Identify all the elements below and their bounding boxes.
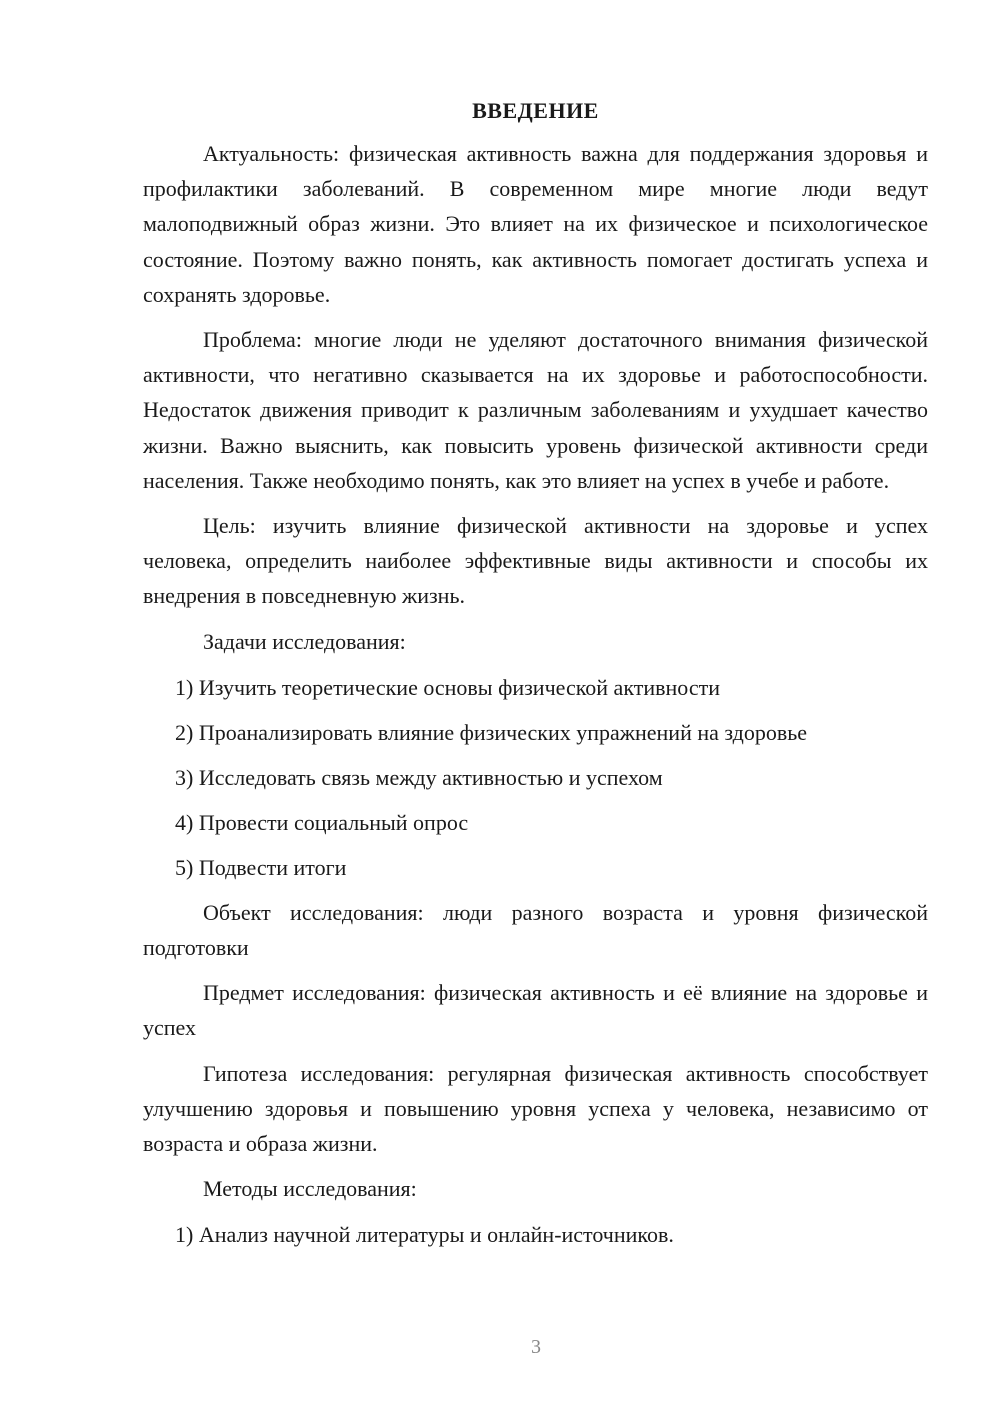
paragraph-object: Объект исследования: люди разного возраста и уровня физической подготовки — [143, 899, 928, 961]
paragraph-hypothesis: Гипотеза исследования: регулярная физическая активность способствует улучшению здоровья и повышению уровня успеха у человека, независимо от возраста и образа жизни. — [143, 1060, 928, 1157]
paragraph-goal: Цель: изучить влияние физической активности на здоровье и успех человека, определить наиболее эффективные виды активности и способы их внедрения в повседневную жизнь. — [143, 513, 928, 609]
page-content — [143, 96, 928, 1262]
tasks-heading: Задачи исследования: — [203, 628, 406, 654]
method-item-1: 1) Анализ научной литературы и онлайн-источников. — [175, 1222, 674, 1248]
task-item-1: 1) Изучить теоретические основы физической активности — [175, 674, 720, 700]
page-number: 3 — [531, 1336, 541, 1358]
task-item-5: 5) Подвести итоги — [175, 854, 347, 880]
task-item-3: 3) Исследовать связь между активностью и успехом — [175, 764, 663, 790]
page-title: ВВЕДЕНИЕ — [472, 98, 599, 123]
methods-heading: Методы исследования: — [203, 1176, 417, 1202]
paragraph-subject: Предмет исследования: физическая активность и её влияние на здоровье и успех — [143, 980, 928, 1041]
paragraph-relevance: Актуальность: физическая активность важна для поддержания здоровья и профилактики заболеваний. В современном мире многие люди ведут малоподвижный образ жизни. Это влияет на их физическое и психологическое состояние. Поэтому важно понять, как активность помогает достигать успеха и сохранять здоровье. — [143, 141, 928, 307]
task-item-2: 2) Проанализировать влияние физических упражнений на здоровье — [175, 719, 808, 745]
paragraph-problem: Проблема: многие люди не уделяют достаточного внимания физической активности, что негативно сказывается на их здоровье и работоспособности. Недостаток движения приводит к различным заболеваниям и ухудшает качество жизни. Важно выяснить, как повысить уровень физической активности среди населения. Также необходимо понять, как это влияет на успех в учебе и работе. — [143, 327, 928, 493]
task-item-4: 4) Провести социальный опрос — [175, 809, 469, 835]
